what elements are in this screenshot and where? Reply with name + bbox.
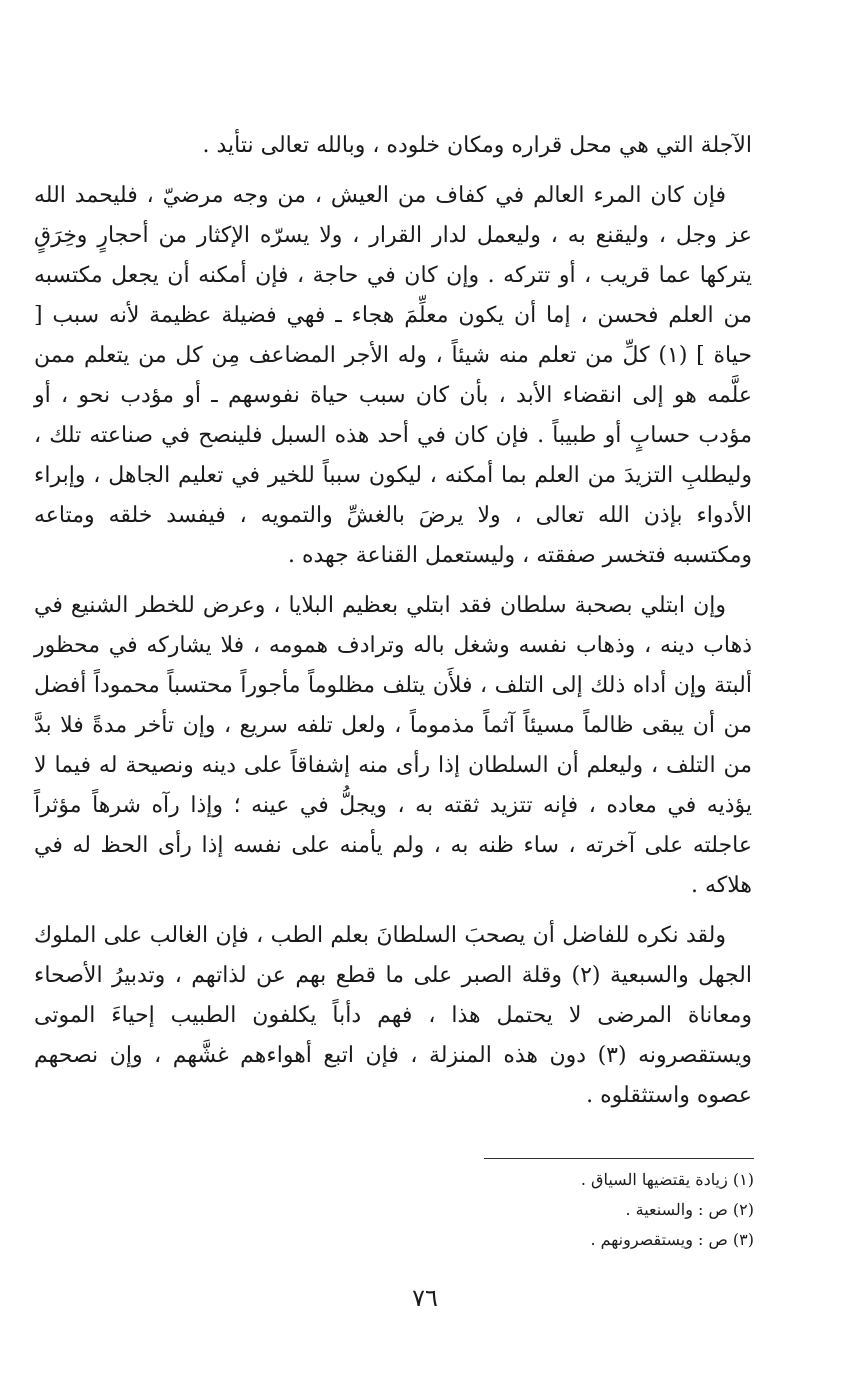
paragraph-2: فإن كان المرء العالم في كفاف من العيش ، من وجه مرضيّ ، فليحمد الله عز وجل ، وليقنع به ، وليعمل لدار القرار ، ولا يسرّه الإكثار من أحجارٍ وخِرَقٍ يتركها عما قريب ، أو تتركه . وإن كان في حاجة ، فإن أمكنه أن يجعل مكتسبه من العلم فحسن ، إما أن يكون معلِّمَ هجاء ـ فهي فضيلة عظيمة لأنه سبب [ حياة ] (١) كلِّ من تعلم منه شيئاً ، وله الأجر المضاعف مِن كل من يتعلم ممن علَّمه هو إلى انقضاء الأبد ، بأن كان سبب حياة نفوسهم ـ أو مؤدب نحو ، أو مؤدب حسابٍ أو طبيباً . فإن كان في أحد هذه السبل فلينصح في صناعته تلك ، وليطلبِ التزيدَ من العلم بما أمكنه ، ليكون سبباً للخير في تعليم الجاهل ، وإبراء الأدواء بإذن الله تعالى ، ولا يرضَ بالغشِّ والتمويه ، فيفسد خلقه ومتاعه ومكتسبه فتخسر صفقته ، وليستعمل القناعة جهده .: [34, 183, 752, 568]
paragraph-4: ولقد نكره للفاضل أن يصحبَ السلطانَ بعلم الطب ، فإن الغالب على الملوك الجهل والسبعية (٢) وقلة الصبر على ما قطع بهم عن لذاتهم ، وتدبيرُ الأصحاء ومعاناة المرضى لا يحتمل هذا ، فهم دأباً يكلفون الطبيب إحياءَ الموتى ويستقصرونه (٣) دون هذه المنزلة ، فإن اتبع أهواءهم غشَّهم ، وإن نصحهم عصوه واستثقلوه .: [34, 923, 752, 1108]
paragraph-1: الآجلة التي هي محل قراره ومكان خلوده ، وبالله تعالى نتأيد .: [202, 133, 752, 158]
footnote-1: (١) زيادة يقتضيها السياق .: [580, 1170, 754, 1189]
page-body: [34, 126, 752, 1116]
footnotes: [484, 1158, 754, 1255]
paragraph-3: وإن ابتلي بصحبة سلطان فقد ابتلي بعظيم البلايا ، وعرض للخطر الشنيع في ذهاب دينه ، وذهاب نفسه وشغل باله وترادف همومه ، فلا يشاركه في محظور ألبتة وإن أداه ذلك إلى التلف ، فلأَن يتلف مظلوماً مأجوراً محتسباً محموداً أفضل من أن يبقى ظالماً مسيئاً آثماً مذموماً ، ولعل تلفه سريع ، وإن تأخر مدةً فلا بدَّ من التلف ، وليعلم أن السلطان إذا رأى منه إشفاقاً على دينه ونصيحة له فيما لا يؤذيه في معاده ، فإنه تتزيد ثقته به ، ويجلُّ في عينه ؛ وإذا رآه شرهاً مؤثراً عاجلته على آخرته ، ساء ظنه به ، ولم يأمنه على نفسه إذا رأى الحظ له في هلاكه .: [34, 593, 752, 898]
footnote-2: (٢) ص : والسنعية .: [625, 1200, 754, 1219]
page-number: ٧٦: [412, 1284, 438, 1312]
footnote-3: (٣) ص : ويستقصرونهم .: [590, 1230, 754, 1249]
